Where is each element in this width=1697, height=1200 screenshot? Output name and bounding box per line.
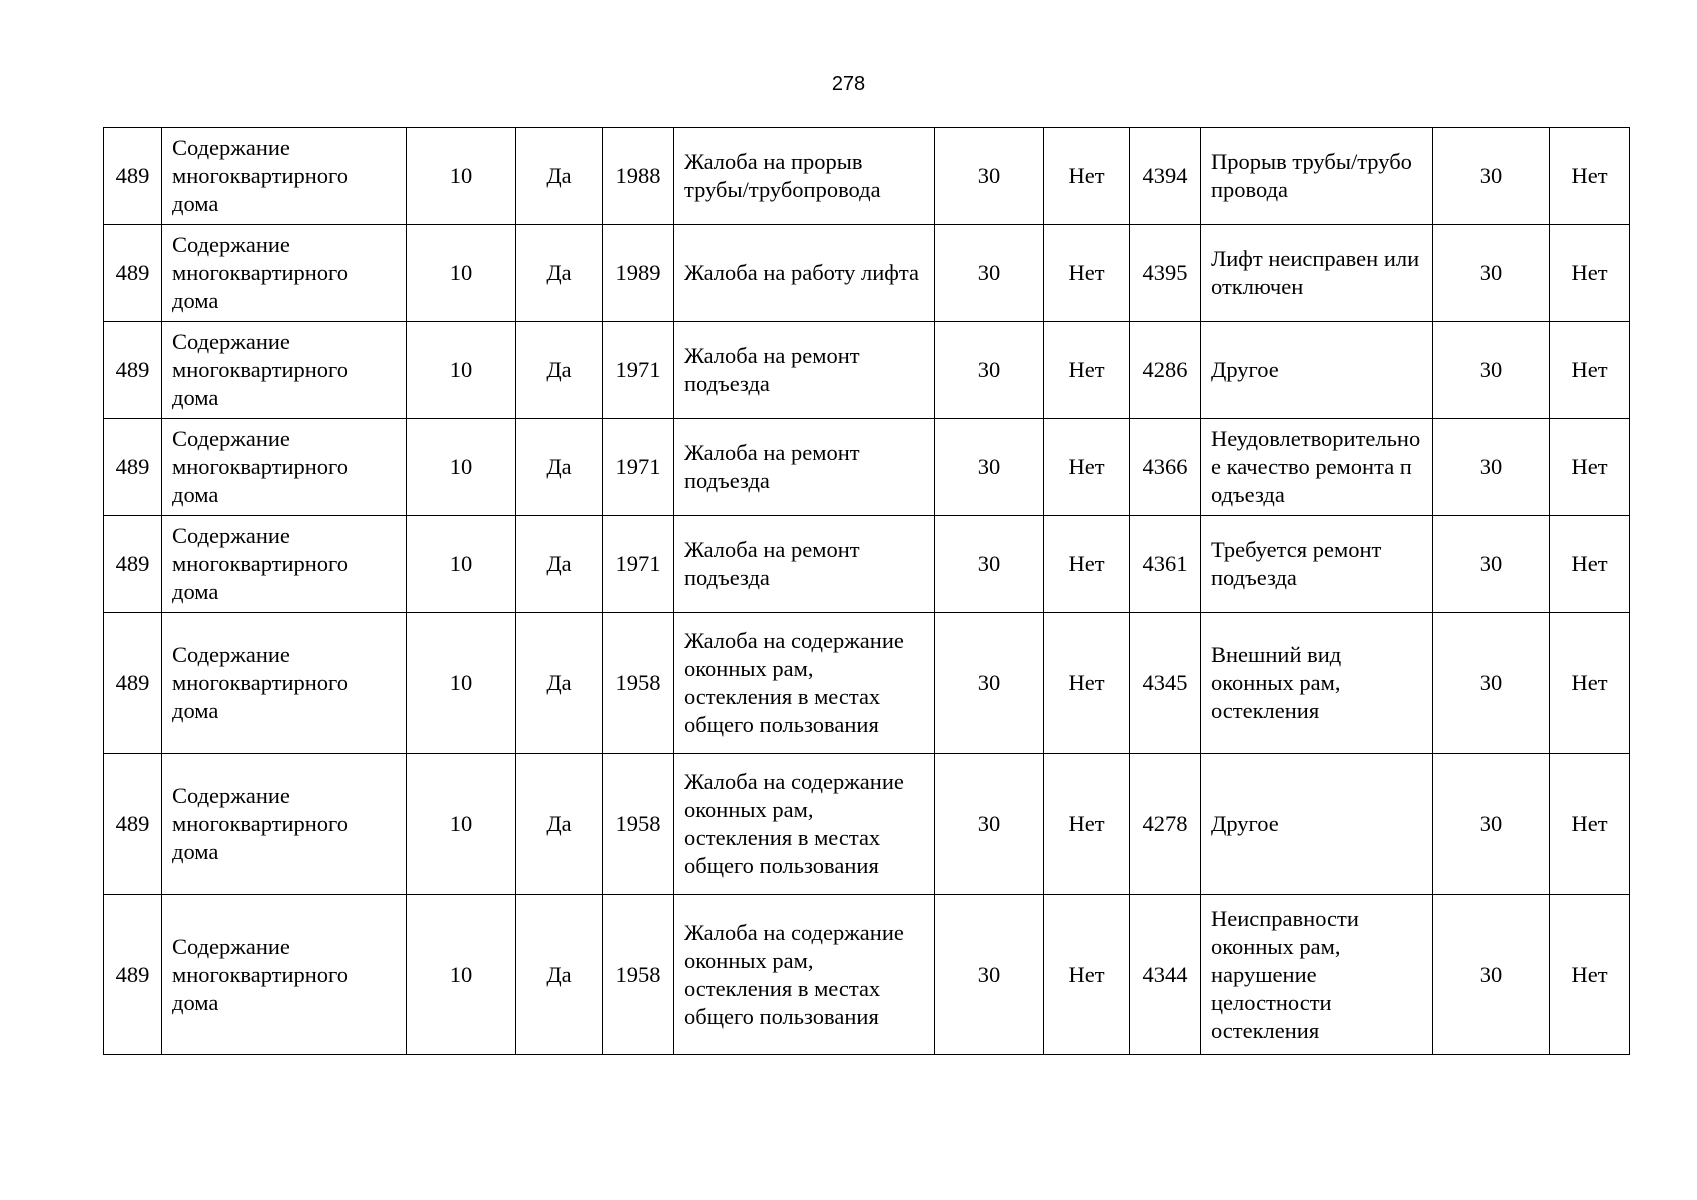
table-cell: Да (516, 516, 603, 613)
table-cell: Другое (1201, 322, 1433, 419)
table-cell: 30 (935, 613, 1044, 754)
table-cell: 1971 (603, 419, 674, 516)
table-cell: 10 (407, 419, 516, 516)
table-cell: Нет (1044, 516, 1130, 613)
table-cell: 10 (407, 128, 516, 225)
table-cell: Содержание многоквартирного дома (162, 225, 407, 322)
table-cell: Содержание многоквартирного дома (162, 516, 407, 613)
table-cell: 489 (104, 895, 162, 1055)
table-cell: Неудовлетворительное качество ремонта подъезда (1201, 419, 1433, 516)
table-cell: 10 (407, 225, 516, 322)
table-cell: 10 (407, 895, 516, 1055)
table-cell: 30 (1433, 895, 1550, 1055)
table-cell: Жалоба на содержание оконных рам, остекления в местах общего пользования (674, 895, 935, 1055)
table-cell: Содержание многоквартирного дома (162, 128, 407, 225)
table-cell: 489 (104, 613, 162, 754)
table-row (104, 754, 1630, 895)
table-cell: 4394 (1130, 128, 1201, 225)
table-row (104, 613, 1630, 754)
table-cell: 30 (1433, 225, 1550, 322)
table-cell: 30 (1433, 754, 1550, 895)
table-cell: Нет (1550, 225, 1630, 322)
table-cell: 4344 (1130, 895, 1201, 1055)
table-cell: Нет (1550, 128, 1630, 225)
table-cell: 30 (1433, 419, 1550, 516)
table-cell: 10 (407, 613, 516, 754)
table-cell: 4395 (1130, 225, 1201, 322)
table-cell: Содержание многоквартирного дома (162, 754, 407, 895)
table-cell: 4286 (1130, 322, 1201, 419)
table-cell: Нет (1044, 322, 1130, 419)
table-cell: Другое (1201, 754, 1433, 895)
table-cell: 30 (935, 419, 1044, 516)
page-number: 278 (831, 73, 866, 95)
table-cell: Требуется ремонт подъезда (1201, 516, 1433, 613)
table-cell: Да (516, 613, 603, 754)
table-cell: Нет (1044, 225, 1130, 322)
table-row (104, 419, 1630, 516)
table-cell: Прорыв трубы/трубопровода (1201, 128, 1433, 225)
table-cell: Нет (1044, 128, 1130, 225)
table-cell: 30 (1433, 613, 1550, 754)
table-cell: 30 (935, 128, 1044, 225)
table-row (104, 128, 1630, 225)
table-cell: 489 (104, 128, 162, 225)
table-cell: Нет (1044, 419, 1130, 516)
table-cell: Жалоба на ремонт подъезда (674, 516, 935, 613)
table-cell: 4278 (1130, 754, 1201, 895)
table-cell: Да (516, 225, 603, 322)
table-row (104, 225, 1630, 322)
table-cell: 4361 (1130, 516, 1201, 613)
table-cell: Внешний вид оконных рам, остекления (1201, 613, 1433, 754)
table-cell: 1958 (603, 754, 674, 895)
table-cell: Нет (1550, 322, 1630, 419)
table-cell: Жалоба на ремонт подъезда (674, 419, 935, 516)
table-cell: Нет (1550, 613, 1630, 754)
table-cell: 489 (104, 225, 162, 322)
table-cell: Нет (1044, 613, 1130, 754)
table-cell: Жалоба на содержание оконных рам, остекления в местах общего пользования (674, 613, 935, 754)
data-table (103, 127, 1630, 1055)
table-cell: Да (516, 128, 603, 225)
table-cell: Содержание многоквартирного дома (162, 613, 407, 754)
table-cell: 1988 (603, 128, 674, 225)
table-cell: Жалоба на ремонт подъезда (674, 322, 935, 419)
table-cell: Неисправности оконных рам, нарушение целостности остекления (1201, 895, 1433, 1055)
table-cell: Да (516, 322, 603, 419)
table-row (104, 322, 1630, 419)
table-cell: Жалоба на прорыв трубы/трубопровода (674, 128, 935, 225)
table-cell: Нет (1550, 754, 1630, 895)
table-cell: Нет (1044, 895, 1130, 1055)
table-cell: 489 (104, 419, 162, 516)
table-cell: 1958 (603, 895, 674, 1055)
table-cell: 1971 (603, 322, 674, 419)
table-cell: 30 (935, 322, 1044, 419)
table-cell: Нет (1044, 754, 1130, 895)
table-cell: Жалоба на содержание оконных рам, остекления в местах общего пользования (674, 754, 935, 895)
table-cell: 10 (407, 322, 516, 419)
table-cell: Нет (1550, 419, 1630, 516)
table-cell: 4366 (1130, 419, 1201, 516)
table-cell: 1971 (603, 516, 674, 613)
table-row (104, 516, 1630, 613)
table-cell: Нет (1550, 516, 1630, 613)
table-cell: 30 (935, 895, 1044, 1055)
table-cell: Да (516, 895, 603, 1055)
table-cell: 1989 (603, 225, 674, 322)
table-cell: Нет (1550, 895, 1630, 1055)
table-cell: Да (516, 419, 603, 516)
table-cell: 10 (407, 754, 516, 895)
table-cell: Содержание многоквартирного дома (162, 895, 407, 1055)
table-row (104, 895, 1630, 1055)
table-cell: 30 (1433, 128, 1550, 225)
table-cell: 1958 (603, 613, 674, 754)
table-cell: Содержание многоквартирного дома (162, 419, 407, 516)
table-cell: 30 (935, 225, 1044, 322)
table-cell: 10 (407, 516, 516, 613)
table-cell: 489 (104, 322, 162, 419)
table-cell: 30 (935, 754, 1044, 895)
table-cell: Жалоба на работу лифта (674, 225, 935, 322)
table-cell: 4345 (1130, 613, 1201, 754)
table-cell: Содержание многоквартирного дома (162, 322, 407, 419)
table-cell: Лифт неисправен или отключен (1201, 225, 1433, 322)
table-cell: 30 (1433, 516, 1550, 613)
table-cell: 489 (104, 754, 162, 895)
table-cell: 30 (1433, 322, 1550, 419)
table-cell: 30 (935, 516, 1044, 613)
table-cell: Да (516, 754, 603, 895)
table-cell: 489 (104, 516, 162, 613)
